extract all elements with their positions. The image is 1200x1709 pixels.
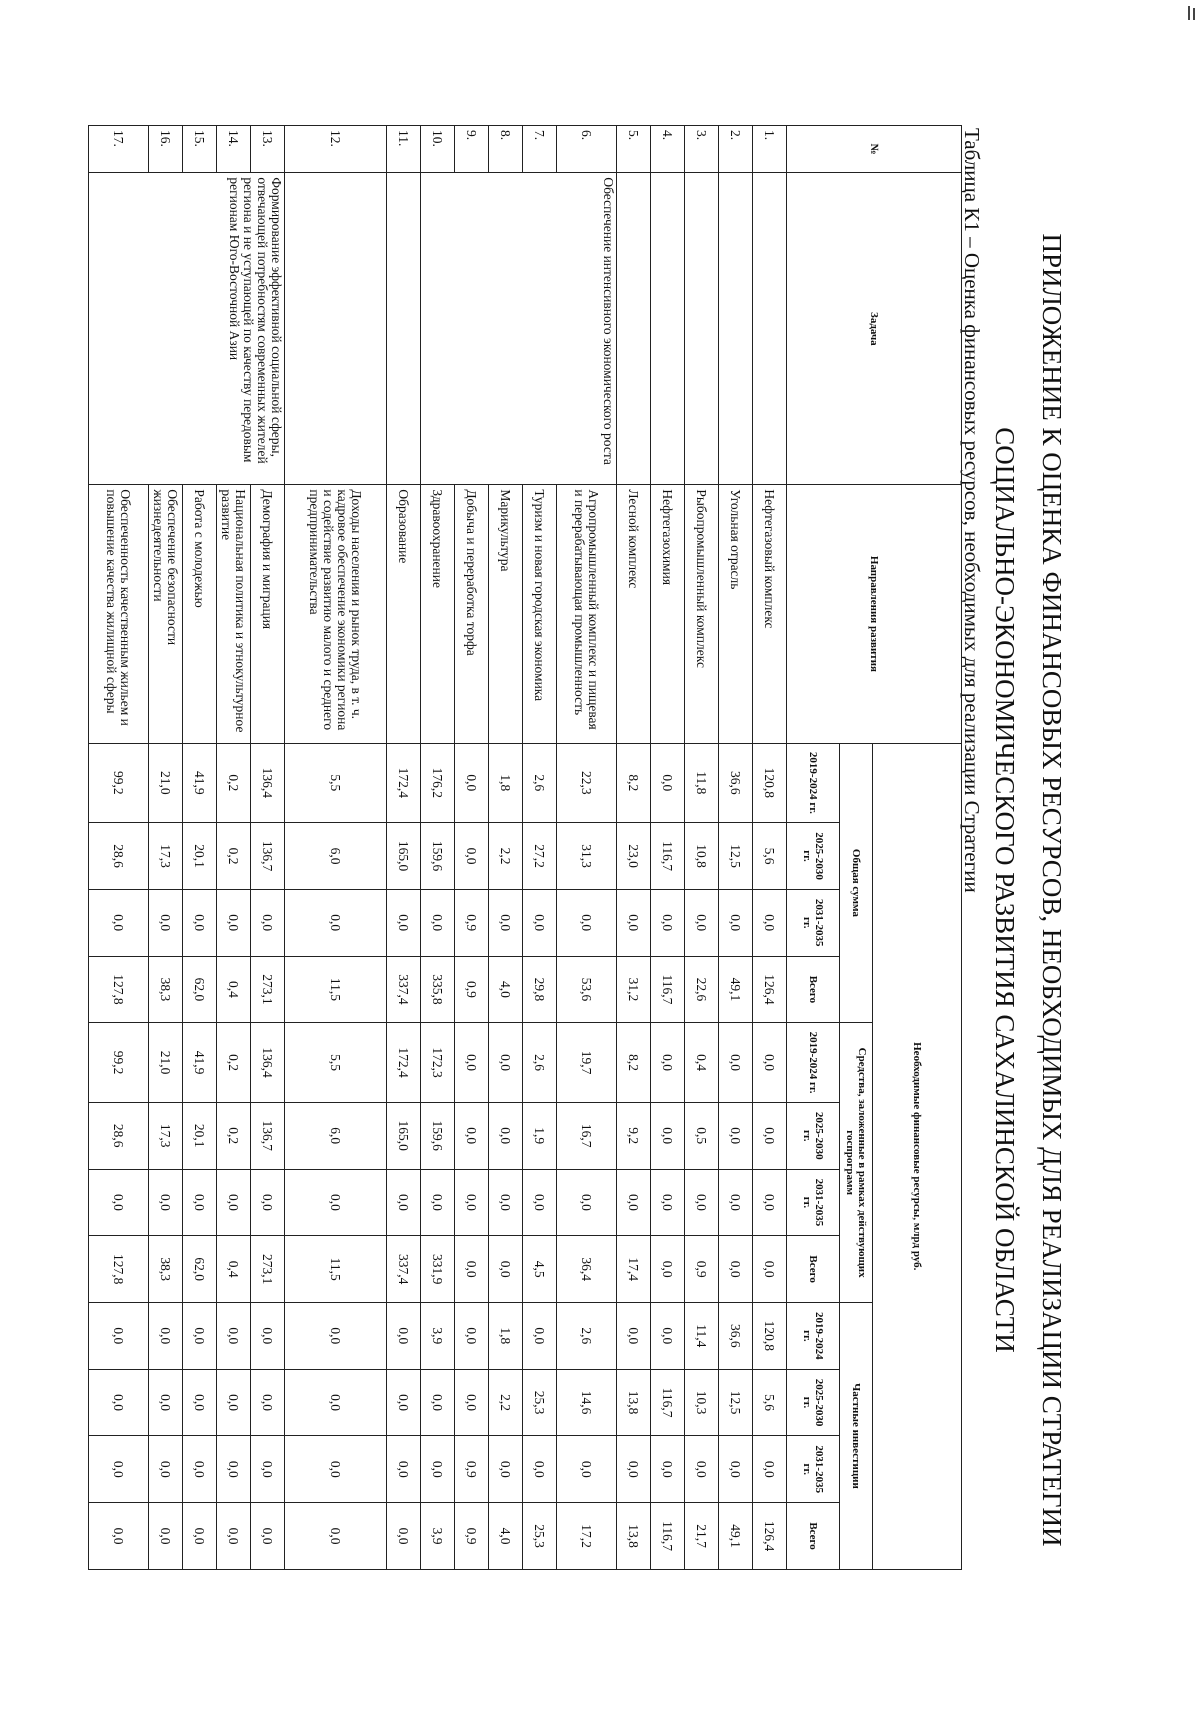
header-gov-group: Средства, заложенные в рамках действующих госпрограмм (840, 1023, 873, 1303)
value-cell: 0,0 (89, 1369, 149, 1436)
direction-cell: Добыча и переработка торфа (455, 485, 489, 743)
value-cell: 0,0 (455, 743, 489, 823)
value-cell: 0,0 (753, 1023, 787, 1103)
value-cell: 136,7 (251, 823, 285, 890)
value-cell: 0,0 (421, 1169, 455, 1236)
task-cell-empty (285, 173, 387, 485)
table-row (753, 126, 787, 1570)
value-cell: 36,4 (557, 1236, 617, 1303)
value-cell: 2,6 (523, 743, 557, 823)
direction-cell: Доходы населения и рынок труда, в т. ч. кадровое обеспечение экономики региона и содействие развитию малого и среднего предпринимательства (285, 485, 387, 743)
value-cell: 10,3 (685, 1369, 719, 1436)
value-cell: 0,0 (719, 889, 753, 956)
value-cell: 0,2 (217, 743, 251, 823)
header-no: № (787, 126, 962, 173)
value-cell: 11,8 (685, 743, 719, 823)
subheader-gov-3: Всего (787, 1236, 840, 1303)
row-number: 5. (617, 126, 651, 173)
value-cell: 99,2 (89, 1023, 149, 1103)
value-cell: 53,6 (557, 956, 617, 1023)
value-cell: 1,8 (489, 1303, 523, 1370)
task-cell-empty (753, 173, 787, 485)
direction-cell: Работа с молодежью (183, 485, 217, 743)
row-number: 14. (217, 126, 251, 173)
table-row (651, 126, 685, 1570)
value-cell: 0,0 (251, 1436, 285, 1503)
value-cell: 331,9 (421, 1236, 455, 1303)
value-cell: 4,0 (489, 956, 523, 1023)
subheader-gov-0: 2019-2024 гг. (787, 1023, 840, 1103)
row-number: 8. (489, 126, 523, 173)
value-cell: 159,6 (421, 823, 455, 890)
task-cell-empty (719, 173, 753, 485)
value-cell: 0,0 (217, 1169, 251, 1236)
value-cell: 17,2 (557, 1503, 617, 1570)
value-cell: 0,0 (489, 1023, 523, 1103)
value-cell: 0,0 (89, 889, 149, 956)
value-cell: 5,6 (753, 1369, 787, 1436)
direction-cell: Туризм и новая городская экономика (523, 485, 557, 743)
value-cell: 1,9 (523, 1102, 557, 1169)
value-cell: 0,0 (183, 1436, 217, 1503)
row-number: 12. (285, 126, 387, 173)
value-cell: 13,8 (617, 1503, 651, 1570)
value-cell: 17,4 (617, 1236, 651, 1303)
value-cell: 2,6 (523, 1023, 557, 1103)
row-number: 10. (421, 126, 455, 173)
value-cell: 11,5 (285, 956, 387, 1023)
table-row (617, 126, 651, 1570)
value-cell: 0,0 (387, 1369, 421, 1436)
direction-cell: Рыбопромышленный комплекс (685, 485, 719, 743)
value-cell: 0,0 (489, 1169, 523, 1236)
value-cell: 0,0 (217, 889, 251, 956)
value-cell: 6,0 (285, 1102, 387, 1169)
value-cell: 4,5 (523, 1236, 557, 1303)
value-cell: 0,4 (217, 956, 251, 1023)
value-cell: 62,0 (183, 1236, 217, 1303)
value-cell: 0,0 (455, 823, 489, 890)
value-cell: 0,0 (753, 1436, 787, 1503)
direction-cell: Лесной комплекс (617, 485, 651, 743)
direction-cell: Обеспечение безопасности жизнедеятельности (149, 485, 183, 743)
value-cell: 0,0 (719, 1436, 753, 1503)
value-cell: 36,6 (719, 1303, 753, 1370)
value-cell: 8,2 (617, 743, 651, 823)
direction-cell: Нефтегазовый комплекс (753, 485, 787, 743)
value-cell: 0,0 (89, 1169, 149, 1236)
value-cell: 41,9 (183, 1023, 217, 1103)
value-cell: 0,2 (217, 1102, 251, 1169)
row-number: 3. (685, 126, 719, 173)
value-cell: 19,7 (557, 1023, 617, 1103)
table-row (251, 126, 285, 1570)
value-cell: 273,1 (251, 1236, 285, 1303)
value-cell: 159,6 (421, 1102, 455, 1169)
value-cell: 0,0 (149, 1303, 183, 1370)
direction-cell: Нефтегазохимия (651, 485, 685, 743)
value-cell: 25,3 (523, 1503, 557, 1570)
subheader-private-2: 2031-2035 гг. (787, 1436, 840, 1503)
value-cell: 0,0 (651, 1023, 685, 1103)
value-cell: 0,0 (387, 1169, 421, 1236)
page-title-line-2: СОЦИАЛЬНО-ЭКОНОМИЧЕСКОГО РАЗВИТИЯ САХАЛИНСКОЙ ОБЛАСТИ (990, 427, 1020, 1353)
value-cell: 14,6 (557, 1369, 617, 1436)
value-cell: 0,0 (455, 1236, 489, 1303)
value-cell: 0,0 (183, 889, 217, 956)
value-cell: 12,5 (719, 823, 753, 890)
value-cell: 0,0 (489, 1436, 523, 1503)
value-cell: 0,9 (685, 1236, 719, 1303)
table-caption: Таблица К1 – Оценка финансовых ресурсов, необходимых для реализации Стратегии (960, 128, 984, 893)
value-cell: 2,2 (489, 1369, 523, 1436)
header-private-group: Частные инвестиции (840, 1303, 873, 1570)
value-cell: 0,0 (455, 1303, 489, 1370)
value-cell: 3,9 (421, 1303, 455, 1370)
value-cell: 0,0 (89, 1503, 149, 1570)
value-cell: 0,0 (685, 1169, 719, 1236)
value-cell: 2,2 (489, 823, 523, 890)
direction-cell: Обеспеченность качественным жильем и повышение качества жилищной сферы (89, 485, 149, 743)
task-cell-empty (387, 173, 421, 485)
value-cell: 335,8 (421, 956, 455, 1023)
value-cell: 0,0 (285, 1436, 387, 1503)
value-cell: 126,4 (753, 956, 787, 1023)
row-number: 13. (251, 126, 285, 173)
value-cell: 172,4 (387, 743, 421, 823)
value-cell: 29,8 (523, 956, 557, 1023)
value-cell: 10,8 (685, 823, 719, 890)
value-cell: 0,0 (251, 1169, 285, 1236)
value-cell: 273,1 (251, 956, 285, 1023)
direction-cell: Здравоохранение (421, 485, 455, 743)
header-total-group: Общая сумма (840, 743, 873, 1023)
value-cell: 21,7 (685, 1503, 719, 1570)
value-cell: 0,5 (685, 1102, 719, 1169)
table-row (719, 126, 753, 1570)
subheader-total-3: Всего (787, 956, 840, 1023)
value-cell: 176,2 (421, 743, 455, 823)
row-number: 11. (387, 126, 421, 173)
table-row (285, 126, 387, 1570)
table-row (685, 126, 719, 1570)
value-cell: 0,0 (89, 1436, 149, 1503)
value-cell: 165,0 (387, 823, 421, 890)
value-cell: 5,5 (285, 743, 387, 823)
value-cell: 0,0 (421, 1436, 455, 1503)
value-cell: 0,0 (183, 1503, 217, 1570)
row-number: 17. (89, 126, 149, 173)
value-cell: 0,0 (285, 1369, 387, 1436)
value-cell: 28,6 (89, 1102, 149, 1169)
value-cell: 62,0 (183, 956, 217, 1023)
value-cell: 0,0 (149, 1436, 183, 1503)
value-cell: 0,0 (149, 1503, 183, 1570)
value-cell: 0,0 (557, 1169, 617, 1236)
task-cell: Формирование эффективной социальной сферы, отвечающей потребностям современных жителей региона и не уступающей по качеству передовым регионам Юго-Восточной Азии (89, 173, 285, 485)
value-cell: 165,0 (387, 1102, 421, 1169)
value-cell: 23,0 (617, 823, 651, 890)
value-cell: 2,6 (557, 1303, 617, 1370)
value-cell: 13,8 (617, 1369, 651, 1436)
row-number: 15. (183, 126, 217, 173)
value-cell: 0,0 (183, 1303, 217, 1370)
header-direction: Направления развития (787, 485, 962, 743)
subheader-private-0: 2019-2024 гг. (787, 1303, 840, 1370)
value-cell: 49,1 (719, 1503, 753, 1570)
value-cell: 0,0 (285, 1503, 387, 1570)
value-cell: 21,0 (149, 743, 183, 823)
row-number: 7. (523, 126, 557, 173)
value-cell: 0,0 (651, 1303, 685, 1370)
value-cell: 0,9 (455, 1503, 489, 1570)
value-cell: 0,0 (651, 889, 685, 956)
row-number: 2. (719, 126, 753, 173)
header-task: Задача (787, 173, 962, 485)
direction-cell: Национальная политика и этнокультурное развитие (217, 485, 251, 743)
value-cell: 3,9 (421, 1503, 455, 1570)
value-cell: 0,0 (719, 1236, 753, 1303)
value-cell: 0,0 (719, 1169, 753, 1236)
value-cell: 127,8 (89, 956, 149, 1023)
value-cell: 120,8 (753, 1303, 787, 1370)
value-cell: 0,0 (387, 889, 421, 956)
value-cell: 16,7 (557, 1102, 617, 1169)
value-cell: 36,6 (719, 743, 753, 823)
value-cell: 0,0 (557, 1436, 617, 1503)
header-resources: Необходимые финансовые ресурсы, млрд руб. (873, 743, 962, 1569)
value-cell: 38,3 (149, 956, 183, 1023)
subheader-total-1: 2025-2030 гг. (787, 823, 840, 890)
value-cell: 116,7 (651, 956, 685, 1023)
value-cell: 0,0 (285, 1169, 387, 1236)
direction-cell: Агропромышленный комплекс и пищевая и перерабатывающая промышленность (557, 485, 617, 743)
value-cell: 20,1 (183, 823, 217, 890)
page-title-line-1: ПРИЛОЖЕНИЕ К ОЦЕНКА ФИНАНСОВЫХ РЕСУРСОВ, НЕОБХОДИМЫХ ДЛЯ РЕАЛИЗАЦИИ СТРАТЕГИИ (1037, 233, 1067, 1547)
row-number: 9. (455, 126, 489, 173)
value-cell: 136,4 (251, 743, 285, 823)
value-cell: 0,0 (285, 889, 387, 956)
direction-cell: Марикультура (489, 485, 523, 743)
value-cell: 127,8 (89, 1236, 149, 1303)
value-cell: 0,2 (217, 1023, 251, 1103)
value-cell: 0,0 (753, 1169, 787, 1236)
subheader-total-0: 2019-2024 гг. (787, 743, 840, 823)
value-cell: 0,0 (617, 1169, 651, 1236)
value-cell: 99,2 (89, 743, 149, 823)
value-cell: 0,0 (387, 1503, 421, 1570)
value-cell: 9,2 (617, 1102, 651, 1169)
value-cell: 11,5 (285, 1236, 387, 1303)
value-cell: 0,0 (183, 1169, 217, 1236)
value-cell: 0,0 (149, 1369, 183, 1436)
value-cell: 0,0 (183, 1369, 217, 1436)
value-cell: 0,0 (651, 1236, 685, 1303)
value-cell: 0,0 (753, 889, 787, 956)
value-cell: 0,0 (251, 1303, 285, 1370)
subheader-total-2: 2031-2035 гг. (787, 889, 840, 956)
value-cell: 0,0 (719, 1023, 753, 1103)
value-cell: 31,3 (557, 823, 617, 890)
value-cell: 136,4 (251, 1023, 285, 1103)
table-body (89, 126, 787, 1570)
task-cell-empty (651, 173, 685, 485)
value-cell: 0,0 (523, 1303, 557, 1370)
value-cell: 0,0 (685, 1436, 719, 1503)
value-cell: 0,0 (217, 1503, 251, 1570)
value-cell: 41,9 (183, 743, 217, 823)
value-cell: 172,3 (421, 1023, 455, 1103)
subheader-gov-1: 2025-2030 гг. (787, 1102, 840, 1169)
value-cell: 0,0 (753, 1236, 787, 1303)
value-cell: 0,0 (489, 1102, 523, 1169)
value-cell: 6,0 (285, 823, 387, 890)
value-cell: 0,0 (523, 1169, 557, 1236)
value-cell: 17,3 (149, 823, 183, 890)
value-cell: 11,4 (685, 1303, 719, 1370)
row-number: 6. (557, 126, 617, 173)
value-cell: 337,4 (387, 1236, 421, 1303)
value-cell: 0,0 (455, 1102, 489, 1169)
value-cell: 0,0 (557, 889, 617, 956)
value-cell: 0,4 (685, 1023, 719, 1103)
value-cell: 0,0 (651, 1102, 685, 1169)
value-cell: 337,4 (387, 956, 421, 1023)
value-cell: 0,0 (455, 1369, 489, 1436)
value-cell: 0,0 (489, 889, 523, 956)
value-cell: 0,0 (251, 1503, 285, 1570)
table-row (387, 126, 421, 1570)
value-cell: 38,3 (149, 1236, 183, 1303)
value-cell: 0,0 (617, 1436, 651, 1503)
value-cell: 120,8 (753, 743, 787, 823)
value-cell: 0,0 (387, 1303, 421, 1370)
row-number: 16. (149, 126, 183, 173)
value-cell: 0,0 (149, 889, 183, 956)
value-cell: 20,1 (183, 1102, 217, 1169)
value-cell: 0,9 (455, 889, 489, 956)
value-cell: 4,0 (489, 1503, 523, 1570)
value-cell: 116,7 (651, 1503, 685, 1570)
finance-table (88, 125, 962, 1570)
value-cell: 5,6 (753, 823, 787, 890)
table-row (557, 126, 617, 1570)
value-cell: 0,0 (617, 1303, 651, 1370)
value-cell: 0,0 (651, 743, 685, 823)
value-cell: 0,0 (523, 1436, 557, 1503)
value-cell: 136,7 (251, 1102, 285, 1169)
value-cell: 116,7 (651, 1369, 685, 1436)
value-cell: 0,0 (651, 1169, 685, 1236)
value-cell: 0,0 (455, 1169, 489, 1236)
task-cell-empty (685, 173, 719, 485)
value-cell: 0,0 (251, 1369, 285, 1436)
value-cell: 27,2 (523, 823, 557, 890)
value-cell: 25,3 (523, 1369, 557, 1436)
value-cell: 21,0 (149, 1023, 183, 1103)
value-cell: 0,0 (217, 1436, 251, 1503)
task-cell: Обеспечение интенсивного экономического роста (421, 173, 617, 485)
direction-cell: Угольная отрасль (719, 485, 753, 743)
value-cell: 0,0 (489, 1236, 523, 1303)
value-cell: 0,4 (217, 1236, 251, 1303)
value-cell: 0,0 (89, 1303, 149, 1370)
value-cell: 5,5 (285, 1023, 387, 1103)
value-cell: 0,0 (251, 889, 285, 956)
value-cell: 0,0 (285, 1303, 387, 1370)
value-cell: 12,5 (719, 1369, 753, 1436)
direction-cell: Образование (387, 485, 421, 743)
value-cell: 0,9 (455, 1436, 489, 1503)
task-cell-empty (617, 173, 651, 485)
value-cell: 0,0 (455, 1023, 489, 1103)
value-cell: 0,0 (617, 889, 651, 956)
value-cell: 8,2 (617, 1023, 651, 1103)
value-cell: 1,8 (489, 743, 523, 823)
direction-cell: Демография и миграция (251, 485, 285, 743)
value-cell: 31,2 (617, 956, 651, 1023)
value-cell: 0,0 (421, 1369, 455, 1436)
value-cell: 0,2 (217, 823, 251, 890)
subheader-gov-2: 2031-2035 гг. (787, 1169, 840, 1236)
value-cell: 0,0 (685, 889, 719, 956)
value-cell: 126,4 (753, 1503, 787, 1570)
value-cell: 0,0 (387, 1436, 421, 1503)
value-cell: 17,3 (149, 1102, 183, 1169)
value-cell: 116,7 (651, 823, 685, 890)
value-cell: 0,0 (217, 1303, 251, 1370)
subheader-private-3: Всего (787, 1503, 840, 1570)
value-cell: 49,1 (719, 956, 753, 1023)
value-cell: 0,0 (719, 1102, 753, 1169)
subheader-private-1: 2025-2030 гг. (787, 1369, 840, 1436)
value-cell: 0,0 (523, 889, 557, 956)
value-cell: 0,0 (651, 1436, 685, 1503)
value-cell: 0,0 (421, 889, 455, 956)
value-cell: 172,4 (387, 1023, 421, 1103)
value-cell: 22,6 (685, 956, 719, 1023)
value-cell: 0,0 (149, 1169, 183, 1236)
value-cell: 0,0 (753, 1102, 787, 1169)
row-number: 4. (651, 126, 685, 173)
value-cell: 28,6 (89, 823, 149, 890)
value-cell: 22,3 (557, 743, 617, 823)
value-cell: 0,0 (217, 1369, 251, 1436)
value-cell: 0,9 (455, 956, 489, 1023)
row-number: 1. (753, 126, 787, 173)
